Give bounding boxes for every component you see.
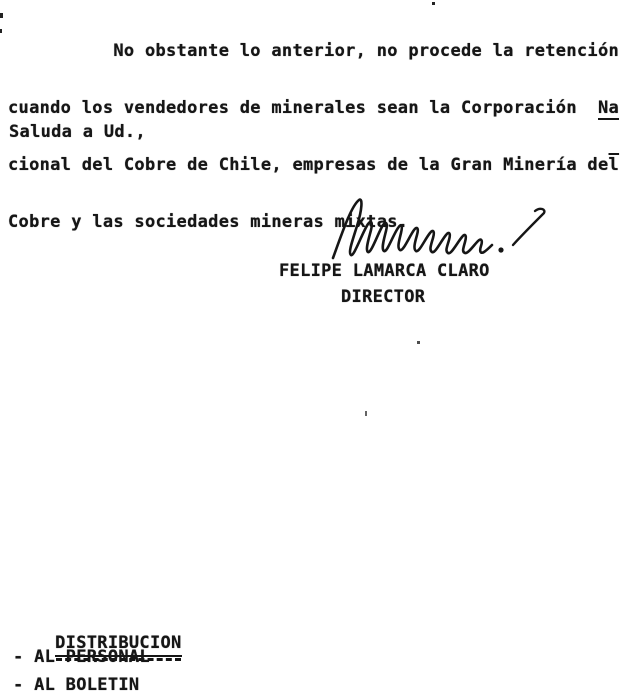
hyphenation-underline: Na [597, 98, 620, 118]
overtyped-character: $\overline{l}$ [608, 155, 620, 175]
handwritten-signature-scribble [313, 192, 558, 264]
scan-artifact [417, 341, 420, 344]
signature-period-dot [498, 247, 503, 252]
distribution-item-personal: - AL PERSONAL [13, 647, 150, 667]
salutation: Saluda a Ud., [9, 122, 146, 142]
scan-artifact [432, 2, 435, 5]
paragraph-line-2: cuando los vendedores de minerales sean la Corporación Na [8, 98, 620, 118]
signer-name: FELIPE LAMARCA CLARO [279, 261, 490, 281]
scan-artifact [365, 411, 367, 416]
paragraph-line-3: cional del Cobre de Chile, empresas de la Gran Minería $de\overline{l}$ [8, 155, 620, 175]
scan-artifact [0, 13, 3, 18]
paragraph-line-1: No obstante lo anterior, no procede la retención [8, 41, 620, 61]
scan-artifact [0, 29, 2, 33]
distribution-item-boletin: - AL BOLETIN [13, 675, 140, 695]
signer-title: DIRECTOR [341, 287, 426, 307]
paragraph-line-4: Cobre y las sociedades mineras mixtas. [8, 212, 409, 232]
distribution-heading-text: DISTRIBUCION [55, 634, 181, 657]
